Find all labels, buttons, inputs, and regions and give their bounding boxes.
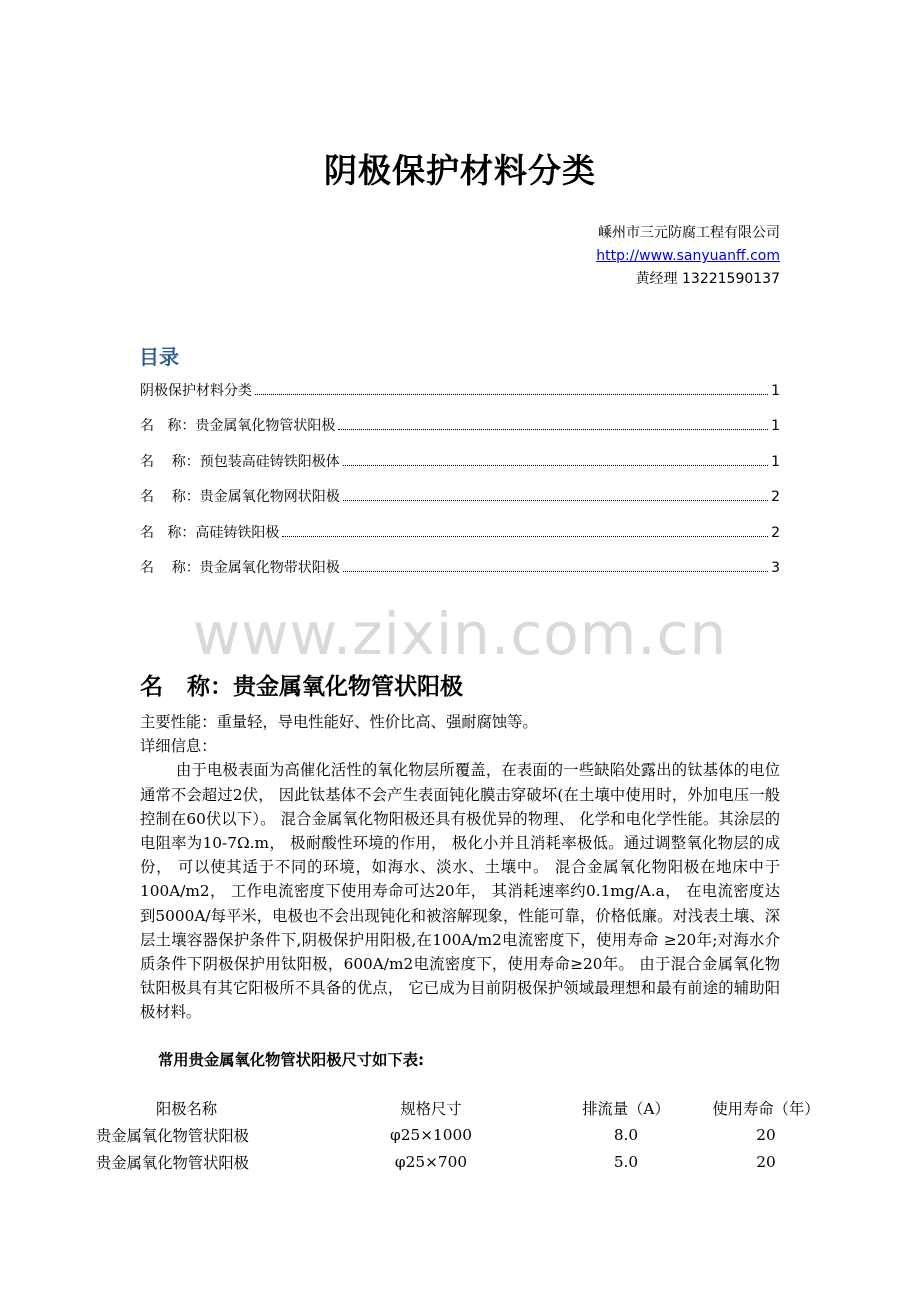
section-body — [140, 710, 780, 1025]
toc-entry-label: 名 称：预包装高硅铸铁阳极体 — [140, 453, 340, 470]
toc-entry-page: 1 — [771, 453, 780, 470]
table-cell: 贵金属氧化物管状阳极 — [96, 1126, 249, 1145]
toc-entry[interactable] — [140, 415, 780, 450]
toc-entry-page: 1 — [771, 383, 780, 399]
table-cell: 20 — [756, 1125, 776, 1144]
header-cell: 规格尺寸 — [400, 1099, 462, 1118]
section-heading: 名 称：贵金属氧化物管状阳极 — [140, 674, 464, 700]
toc-entry-page: 3 — [771, 559, 780, 576]
toc-entry-label: 名 称：贵金属氧化物网状阳极 — [140, 489, 340, 506]
document-title: 阴极保护材料分类 — [324, 151, 596, 190]
toc-heading: 目录 — [139, 345, 179, 369]
performance-text: 主要性能：重量轻，导电性能好、性价比高、强耐腐蚀等。 — [140, 713, 538, 731]
table-cell: 贵金属氧化物管状阳极 — [96, 1153, 249, 1172]
company-contact: 黄经理 13221590137 — [635, 271, 780, 287]
toc-entry-page: 2 — [771, 489, 780, 506]
header-cell: 阳极名称 — [156, 1099, 218, 1118]
table-row — [96, 1121, 846, 1148]
toc-leader-dots — [282, 536, 768, 537]
toc-leader-dots — [255, 394, 768, 395]
table-cell: 8.0 — [613, 1125, 639, 1144]
table-cell: 5.0 — [613, 1152, 639, 1171]
toc-leader-dots — [343, 571, 768, 572]
toc-leader-dots — [343, 465, 768, 466]
toc-entry-label: 名 称：贵金属氧化物管状阳极 — [140, 418, 336, 435]
company-name: 嵊州市三元防腐工程有限公司 — [598, 225, 780, 241]
header-cell: 使用寿命（年） — [712, 1099, 820, 1118]
table-cell: φ25×700 — [394, 1152, 468, 1171]
toc-leader-dots — [338, 429, 768, 430]
table-caption: 常用贵金属氧化物管状阳极尺寸如下表: — [158, 1051, 425, 1069]
table-header-row — [96, 1094, 846, 1121]
table-of-contents — [140, 380, 780, 592]
toc-leader-dots — [343, 500, 768, 501]
watermark: www.zixin.com.cn — [192, 600, 728, 668]
toc-entry[interactable] — [140, 451, 780, 486]
toc-entry[interactable] — [140, 522, 780, 557]
company-website-link[interactable]: http://www.sanyuanff.com — [596, 248, 780, 264]
toc-entry-label: 阴极保护材料分类 — [140, 383, 252, 399]
detail-paragraph: 由于电极表面为高催化活性的氧化物层所覆盖，在表面的一些缺陷处露出的钛基体的电位通常不会超过2伏， 因此钛基体不会产生表面钝化膜击穿破坏(在土壤中使用时，外加电压一般控制在60伏以下）。 混合金属氧化物阳极还具有极优异的物理、 化学和电化学性能。其涂层的电阻率为10-7Ω.m， 极耐酸性环境的作用， 极化小并且消耗率极低。通过调整氧化物层的成份， 可以使其适于不同的环境，如海水、淡水、土壤中。 混合金属氧化物阳极在地床中于100A/m2， 工作电流密度下使用寿命可达20年， 其消耗速率约0.1mg/A.a， 在电流密度达到5000A/每平米，电极也不会出现钝化和被溶解现象，性能可靠，价格低廉。对浅表土壤、深层土壤容器保护条件下,阴极保护用阳极,在100A/m2电流密度下，使用寿命 ≥20年;对海水介质条件下阴极保护用钛阳极，600A/m2电流密度下，使用寿命≥20年。 由于混合金属氧化物钛阳极具有其它阳极所不具备的优点， 它已成为目前阴极保护领域最理想和最有前途的辅助阳极材料。 — [140, 761, 780, 1022]
toc-entry[interactable] — [140, 380, 780, 415]
toc-entry-label: 名 称：贵金属氧化物带状阳极 — [140, 559, 340, 576]
toc-entry[interactable] — [140, 486, 780, 521]
table-cell: φ25×1000 — [390, 1125, 472, 1144]
toc-entry-page: 2 — [771, 524, 780, 541]
toc-entry-page: 1 — [771, 418, 780, 435]
spec-table — [96, 1094, 846, 1175]
table-cell: 20 — [756, 1152, 776, 1171]
header-cell: 排流量（A） — [582, 1099, 670, 1118]
toc-entry-label: 名 称：高硅铸铁阳极 — [140, 524, 280, 541]
toc-entry[interactable] — [140, 557, 780, 592]
company-info — [596, 222, 780, 291]
table-row — [96, 1148, 846, 1175]
detail-label: 详细信息： — [140, 737, 217, 756]
